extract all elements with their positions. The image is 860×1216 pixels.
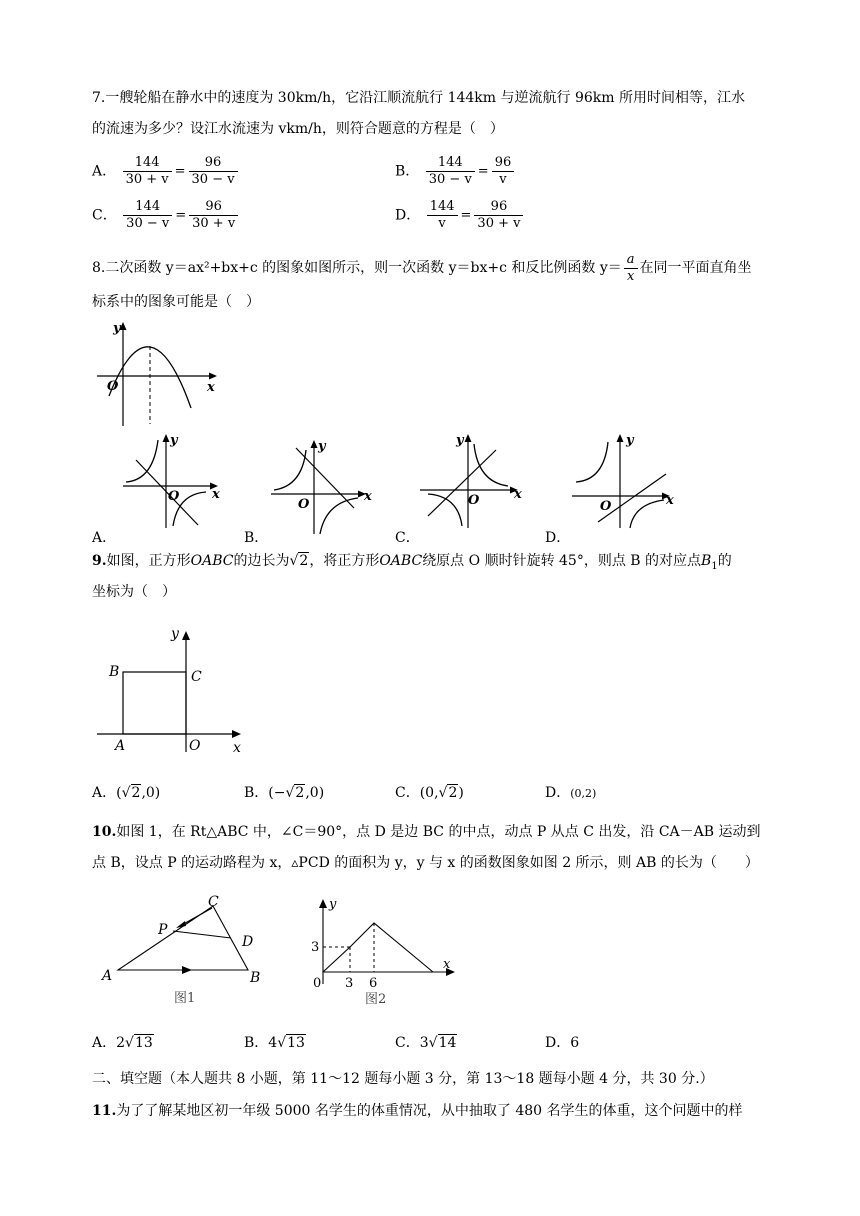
q9-label-c: C xyxy=(191,669,202,685)
q7-option-c[interactable]: C． $\frac{144}{30 - v}$ = $\frac{96}{30 + v}$ xyxy=(92,199,240,232)
q10-function-graph xyxy=(305,892,465,1012)
q9-option-c[interactable]: C．(0,√2) xyxy=(395,785,464,801)
q10-label-c: C xyxy=(208,894,219,910)
q8-d-origin-label: O xyxy=(600,499,612,514)
q9-line2: 坐标为（ ） xyxy=(92,584,176,600)
q10-graph-origin: 0 xyxy=(313,976,322,991)
q10-line1: 10.如图 1，在 Rt△ABC 中，∠C＝90°，点 D 是边 BC 的中点，动点 P 从点 C 出发，沿 CA－AB 运动到 xyxy=(92,824,761,840)
q8-graph-d[interactable] xyxy=(570,430,682,530)
q8-c-y-label: y xyxy=(456,433,464,448)
q8-b-y-label: y xyxy=(318,439,326,454)
q9-option-a[interactable]: A．(√2,0) xyxy=(92,785,161,801)
q7-line2: 的流速为多少？设江水流速为 vkm/h，则符合题意的方程是（ ） xyxy=(92,121,504,137)
section-2-heading: 二、填空题（本人题共 8 小题，第 11～12 题每小题 3 分，第 13～18 题每小题 4 分，共 30 分.） xyxy=(92,1071,714,1087)
q8-graph-a[interactable] xyxy=(118,430,228,530)
q9-label-y: y xyxy=(171,626,179,642)
q8-b-origin-label: O xyxy=(298,497,310,512)
q8-line2: 标系中的图象可能是（ ） xyxy=(92,294,260,310)
q9-label-x: x xyxy=(233,740,241,756)
q7-line1: 7.一艘轮船在静水中的速度为 30km/h，它沿江顺流航行 144km 与逆流航行 96km 所用时间相等，江水 xyxy=(92,90,745,106)
q8-line1: 8.二次函数 y＝ax²+bx+c 的图象如图所示，则一次函数 y＝bx+c 和反比例函数 y＝ $\frac{a}{x}$ 在同一平面直角坐 xyxy=(92,251,752,284)
q8-x-label: x xyxy=(207,380,215,395)
q9-label-b: B xyxy=(109,664,120,680)
q10-line2: 点 B，设点 P 的运动路程为 x，▵PCD 的面积为 y，y 与 x 的函数图象如图 2 所示，则 AB 的长为（ ） xyxy=(92,855,759,871)
q10-fig2-caption: 图2 xyxy=(365,992,387,1007)
q10-graph-tick-x2: 6 xyxy=(369,976,378,991)
q10-label-a: A xyxy=(102,968,113,984)
q8-option-d[interactable]: D． xyxy=(545,530,571,546)
q10-graph-x-label: x xyxy=(443,957,451,972)
q10-fig1-caption: 图1 xyxy=(174,991,196,1006)
q9-label-a: A xyxy=(115,738,126,754)
q10-label-b: B xyxy=(250,970,261,986)
q8-a-x-label: x xyxy=(212,487,220,502)
q9-option-b[interactable]: B．(−√2,0) xyxy=(244,785,325,801)
q8-parabola-graph xyxy=(95,318,225,430)
q9-square-figure xyxy=(95,620,255,760)
q8-c-x-label: x xyxy=(514,487,522,502)
q8-y-label: y xyxy=(113,321,121,336)
q9-label-o: O xyxy=(189,738,201,754)
q8-a-y-label: y xyxy=(170,433,178,448)
q10-label-p: P xyxy=(158,922,168,938)
q8-d-x-label: x xyxy=(666,493,674,508)
q9-line1: 9.如图，正方形OABC的边长为√2，将正方形OABC绕原点 O 顺时针旋转 45°，则点 B 的对应点$B_1$的 xyxy=(92,553,732,572)
q8-a-origin-label: O xyxy=(168,489,180,504)
q10-option-b[interactable]: B．4√13 xyxy=(244,1035,305,1051)
q10-option-a[interactable]: A．2√13 xyxy=(92,1035,153,1051)
q8-origin-label: O xyxy=(107,379,119,394)
q7-option-a[interactable]: A． $\frac{144}{30 + v}$ = $\frac{96}{30 - v}$ xyxy=(92,155,240,188)
q8-option-a[interactable]: A． xyxy=(92,530,117,546)
q8-option-b[interactable]: B． xyxy=(244,530,269,546)
q10-label-d: D xyxy=(242,934,254,950)
q10-graph-y-label: y xyxy=(329,897,337,912)
q8-option-c[interactable]: C． xyxy=(395,530,420,546)
q10-option-c[interactable]: C．3√14 xyxy=(395,1035,457,1051)
q10-graph-tick-y: 3 xyxy=(311,940,320,955)
q8-graph-c[interactable] xyxy=(418,430,528,530)
q8-d-y-label: y xyxy=(626,433,634,448)
q9-option-d[interactable]: D．(0,2) xyxy=(545,785,597,801)
q10-option-d[interactable]: D．6 xyxy=(545,1035,580,1051)
q8-graph-b[interactable] xyxy=(266,436,378,536)
q8-b-x-label: x xyxy=(364,489,372,504)
q8-c-origin-label: O xyxy=(468,493,480,508)
q10-triangle-figure xyxy=(100,890,280,1010)
q7-option-b[interactable]: B． $\frac{144}{30 - v}$ = $\frac{96}{v}$ xyxy=(395,155,516,188)
q11-line1: 11.为了了解某地区初一年级 5000 名学生的体重情况，从中抽取了 480 名学生的体重，这个问题中的样 xyxy=(92,1103,743,1119)
q7-option-d[interactable]: D． $\frac{144}{v}$ = $\frac{96}{30 + v}$ xyxy=(395,199,525,232)
q10-graph-tick-x1: 3 xyxy=(345,976,354,991)
